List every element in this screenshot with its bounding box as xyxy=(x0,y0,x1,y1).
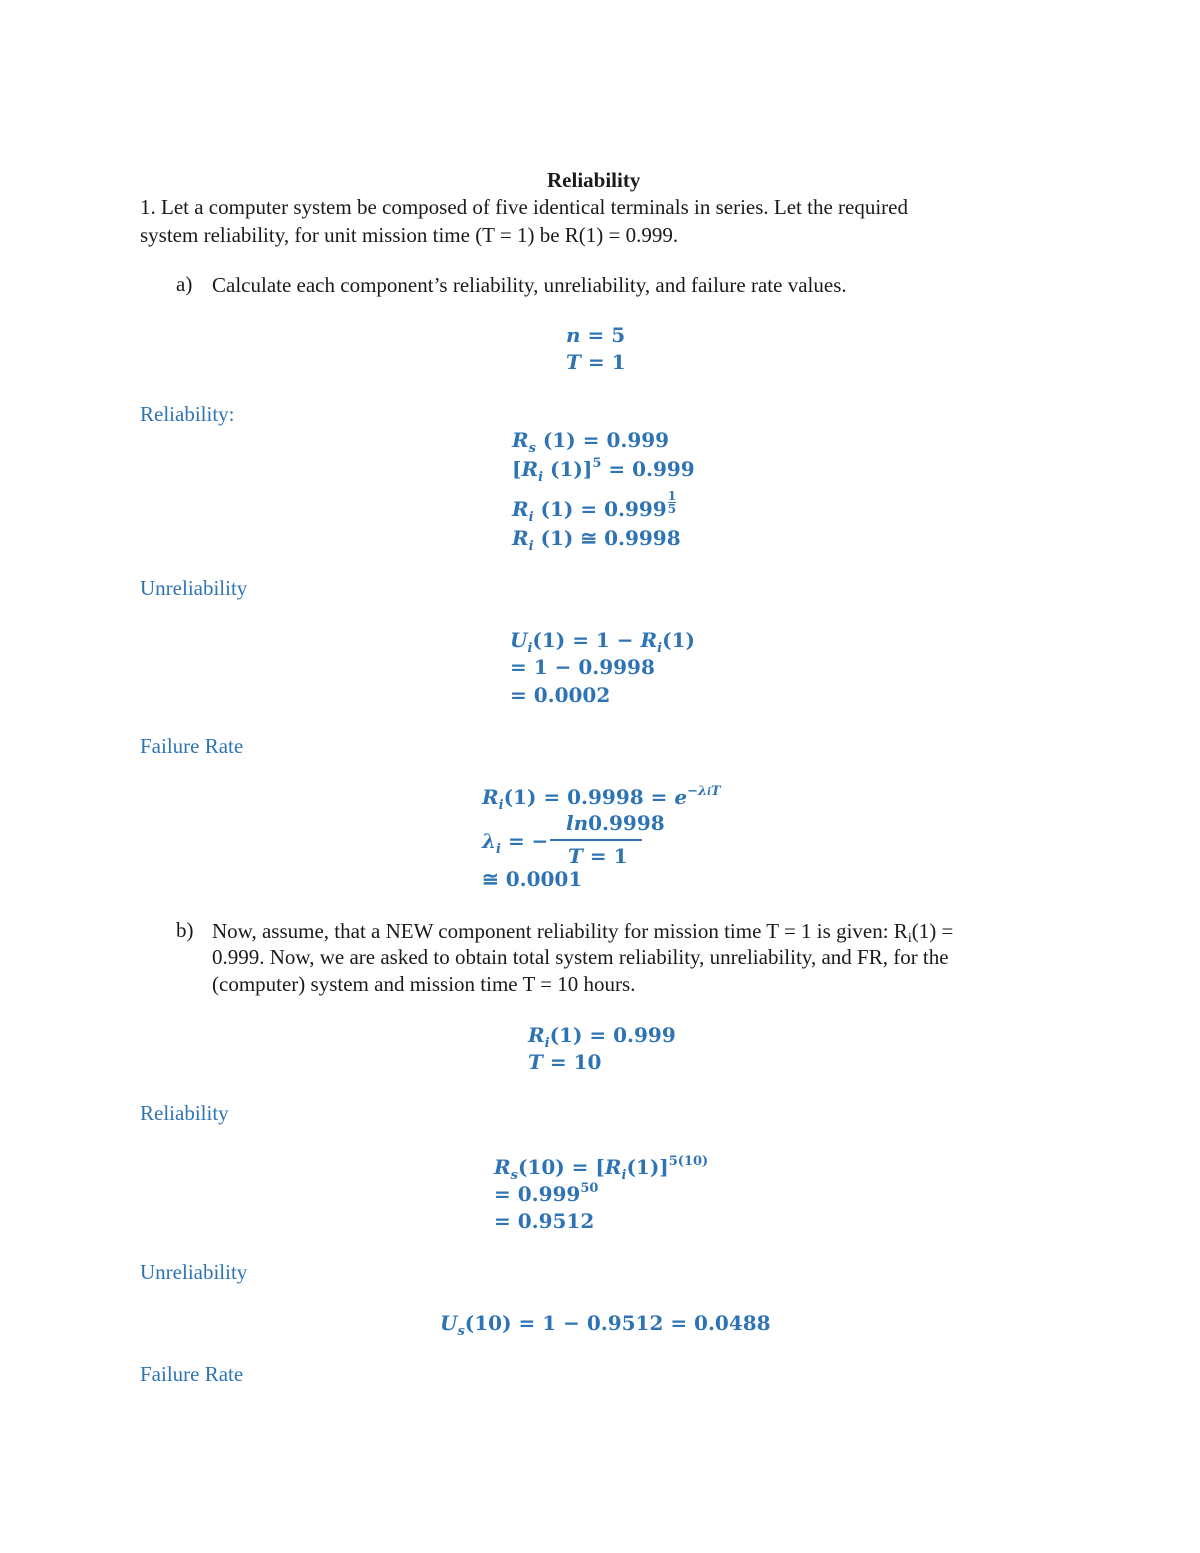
part-a-text: Calculate each component’s reliability, unreliability, and failure rate values. xyxy=(212,273,847,297)
eq-rs10-3: = 0.9512 xyxy=(494,1209,595,1233)
eq-rs10-2: = $0.999^{50}$ xyxy=(494,1181,599,1206)
eq-fr-1: $R_i(1) = 0.9998 = e^{-\lambda iT}$ xyxy=(482,784,721,813)
fraction-bar xyxy=(550,839,642,841)
eq-fr-denominator: T = 1 xyxy=(568,844,628,868)
eq-ri-power: [$R_i$ (1)]$^5$ = 0.999 xyxy=(512,456,695,485)
given-t10: T = 10 xyxy=(528,1050,602,1074)
unreliability-heading-a: Unreliability xyxy=(140,576,248,600)
eq-fr-approx: ≅ 0.0001 xyxy=(482,867,583,891)
eq-ui-1: $U_i(1) = 1 - R_i(1)$ xyxy=(510,628,695,656)
failure-rate-heading-a: Failure Rate xyxy=(140,734,244,758)
eq-ui-3: = 0.0002 xyxy=(510,683,611,707)
eq-rs10-1: $R_s(10) = [R_i(1)]^{5(10)}$ xyxy=(494,1154,709,1183)
part-b-line-1: Now, assume, that a NEW component reliability for mission time T = 1 is given: Ri(1) = xyxy=(212,919,954,946)
eq-us10: $U_s(10) = 1 - 0.9512 = 0.0488$ xyxy=(440,1311,771,1339)
eq-ri-root: $R_i$ (1) = 0.999 $\frac{1}{5}$ xyxy=(512,489,677,525)
failure-rate-heading-b: Failure Rate xyxy=(140,1362,244,1386)
problem-line-1: 1. Let a computer system be composed of five identical terminals in series. Let the required xyxy=(140,195,908,219)
given-ri: $R_i(1) = 0.999$ xyxy=(528,1023,676,1051)
problem-line-2: system reliability, for unit mission time (T = 1) be R(1) = 0.999. xyxy=(140,223,679,247)
given-n: n = 5 xyxy=(566,323,626,347)
part-a-label: a) xyxy=(176,272,193,296)
reliability-heading-a: Reliability: xyxy=(140,402,235,426)
eq-ri-approx: $R_i$ (1) ≅ 0.9998 xyxy=(512,526,681,554)
eq-fr-numerator: ln0.9998 xyxy=(566,811,665,835)
eq-fr-lambda: $\lambda_i$ = − xyxy=(482,829,549,857)
part-b-label: b) xyxy=(176,918,194,942)
unreliability-heading-b: Unreliability xyxy=(140,1260,248,1284)
given-t: T = 1 xyxy=(566,350,626,374)
eq-ui-2: = 1 − 0.9998 xyxy=(510,655,655,679)
page-title: Reliability xyxy=(547,168,641,192)
eq-rs-1: $R_s$ (1) = 0.999 xyxy=(512,428,670,456)
part-b-line-3: (computer) system and mission time T = 10 hours. xyxy=(212,972,636,996)
reliability-heading-b: Reliability xyxy=(140,1101,229,1125)
part-b-line-2: 0.999. Now, we are asked to obtain total system reliability, unreliability, and FR, for the xyxy=(212,945,949,969)
